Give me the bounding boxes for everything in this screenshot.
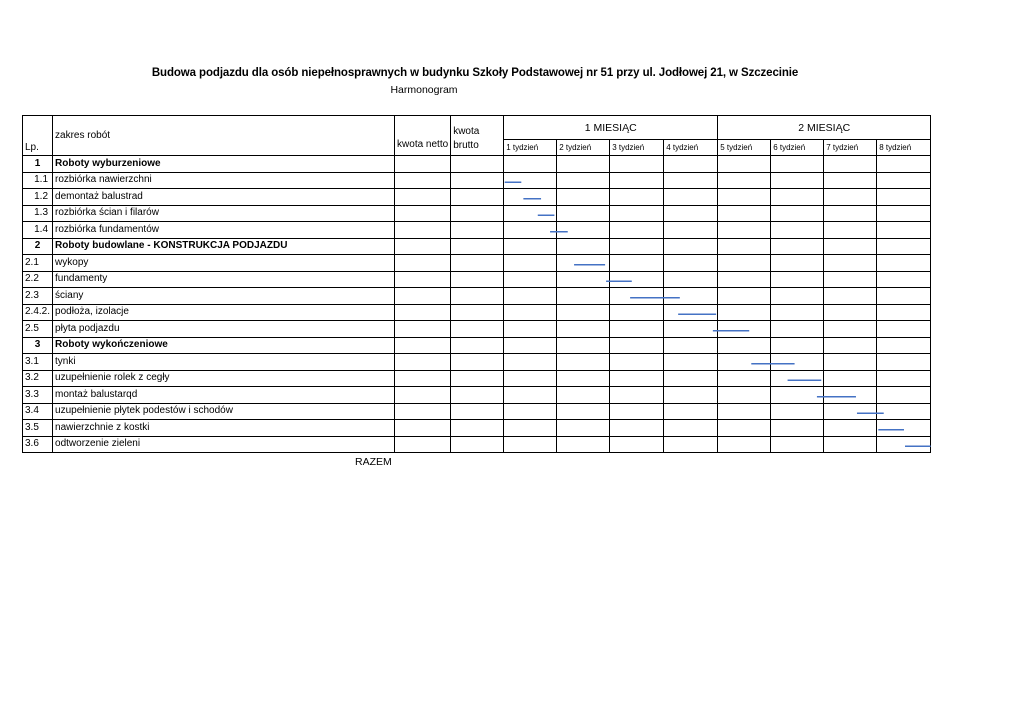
row-net-amount bbox=[395, 304, 451, 321]
row-net-amount bbox=[395, 271, 451, 288]
week-cell bbox=[664, 172, 718, 189]
week-cell bbox=[771, 255, 824, 272]
row-number: 1.2 bbox=[23, 189, 53, 206]
row-net-amount bbox=[395, 238, 451, 255]
week-cell bbox=[877, 205, 931, 222]
week-cell bbox=[664, 189, 718, 206]
week-cell bbox=[877, 189, 931, 206]
row-scope: podłoża, izolacje bbox=[53, 304, 395, 321]
week-header: 7 tydzień bbox=[824, 140, 877, 156]
row-number: 1.1 bbox=[23, 172, 53, 189]
row-number: 3.2 bbox=[23, 370, 53, 387]
week-cell bbox=[557, 255, 610, 272]
row-number: 1 bbox=[23, 156, 53, 173]
task-row bbox=[23, 205, 931, 222]
week-cell bbox=[557, 238, 610, 255]
row-gross-amount bbox=[451, 271, 504, 288]
row-scope: fundamenty bbox=[53, 271, 395, 288]
schedule-table bbox=[22, 115, 931, 453]
week-cell bbox=[557, 436, 610, 453]
row-scope: montaż balustarqd bbox=[53, 387, 395, 404]
week-cell bbox=[610, 205, 664, 222]
week-cell bbox=[504, 205, 557, 222]
week-cell bbox=[824, 222, 877, 239]
row-number: 2.2 bbox=[23, 271, 53, 288]
week-cell bbox=[718, 189, 771, 206]
week-cell bbox=[610, 420, 664, 437]
week-cell bbox=[610, 271, 664, 288]
week-cell bbox=[771, 337, 824, 354]
week-cell bbox=[718, 255, 771, 272]
week-cell bbox=[610, 156, 664, 173]
row-number: 3.3 bbox=[23, 387, 53, 404]
row-net-amount bbox=[395, 420, 451, 437]
week-cell bbox=[771, 436, 824, 453]
week-cell bbox=[824, 189, 877, 206]
week-cell bbox=[504, 321, 557, 338]
week-cell bbox=[877, 304, 931, 321]
week-cell bbox=[877, 255, 931, 272]
row-number: 1.4 bbox=[23, 222, 53, 239]
net-amount-header: kwota netto bbox=[395, 116, 451, 156]
week-cell bbox=[504, 156, 557, 173]
week-cell bbox=[610, 222, 664, 239]
week-cell bbox=[718, 354, 771, 371]
row-scope: odtworzenie zieleni bbox=[53, 436, 395, 453]
row-scope: uzupełnienie rolek z cegły bbox=[53, 370, 395, 387]
scope-header: zakres robót bbox=[53, 116, 395, 156]
week-cell bbox=[610, 387, 664, 404]
week-cell bbox=[504, 255, 557, 272]
week-cell bbox=[771, 271, 824, 288]
row-gross-amount bbox=[451, 321, 504, 338]
week-cell bbox=[824, 205, 877, 222]
week-cell bbox=[824, 354, 877, 371]
week-cell bbox=[664, 321, 718, 338]
week-cell bbox=[718, 222, 771, 239]
week-cell bbox=[610, 370, 664, 387]
row-gross-amount bbox=[451, 337, 504, 354]
week-cell bbox=[771, 354, 824, 371]
week-cell bbox=[504, 436, 557, 453]
row-gross-amount bbox=[451, 156, 504, 173]
row-gross-amount bbox=[451, 387, 504, 404]
week-cell bbox=[504, 238, 557, 255]
week-cell bbox=[557, 403, 610, 420]
row-number: 3.6 bbox=[23, 436, 53, 453]
week-cell bbox=[504, 288, 557, 305]
week-cell bbox=[664, 403, 718, 420]
week-cell bbox=[877, 238, 931, 255]
row-scope: wykopy bbox=[53, 255, 395, 272]
row-net-amount bbox=[395, 403, 451, 420]
week-cell bbox=[771, 172, 824, 189]
row-gross-amount bbox=[451, 436, 504, 453]
week-cell bbox=[664, 370, 718, 387]
week-cell bbox=[504, 387, 557, 404]
week-cell bbox=[824, 156, 877, 173]
week-header: 5 tydzień bbox=[718, 140, 771, 156]
week-cell bbox=[877, 370, 931, 387]
week-cell bbox=[504, 403, 557, 420]
row-gross-amount bbox=[451, 255, 504, 272]
task-row bbox=[23, 403, 931, 420]
row-net-amount bbox=[395, 354, 451, 371]
task-row bbox=[23, 288, 931, 305]
week-cell bbox=[877, 172, 931, 189]
week-cell bbox=[877, 420, 931, 437]
task-row bbox=[23, 354, 931, 371]
week-cell bbox=[877, 321, 931, 338]
row-scope: rozbiórka nawierzchni bbox=[53, 172, 395, 189]
row-scope: płyta podjazdu bbox=[53, 321, 395, 338]
row-number: 2.1 bbox=[23, 255, 53, 272]
week-header: 4 tydzień bbox=[664, 140, 718, 156]
task-row bbox=[23, 321, 931, 338]
week-cell bbox=[824, 238, 877, 255]
document-title: Budowa podjazdu dla osób niepełnosprawnych w budynku Szkoły Podstawowej nr 51 przy ul. Jodłowej 21, w Szczecinie bbox=[151, 67, 799, 79]
row-scope: Roboty wykończeniowe bbox=[53, 337, 395, 354]
week-cell bbox=[824, 436, 877, 453]
week-cell bbox=[664, 387, 718, 404]
week-cell bbox=[718, 436, 771, 453]
week-cell bbox=[610, 288, 664, 305]
week-cell bbox=[610, 189, 664, 206]
week-cell bbox=[824, 420, 877, 437]
row-net-amount bbox=[395, 205, 451, 222]
week-cell bbox=[557, 354, 610, 371]
week-cell bbox=[610, 321, 664, 338]
week-cell bbox=[877, 337, 931, 354]
row-net-amount bbox=[395, 321, 451, 338]
month-1-header: 1 MIESIĄC bbox=[504, 116, 718, 140]
week-cell bbox=[771, 189, 824, 206]
row-scope: uzupełnienie płytek podestów i schodów bbox=[53, 403, 395, 420]
week-header: 6 tydzień bbox=[771, 140, 824, 156]
row-gross-amount bbox=[451, 354, 504, 371]
row-gross-amount bbox=[451, 238, 504, 255]
row-net-amount bbox=[395, 189, 451, 206]
week-cell bbox=[771, 304, 824, 321]
task-row bbox=[23, 271, 931, 288]
week-cell bbox=[504, 354, 557, 371]
week-header: 1 tydzień bbox=[504, 140, 557, 156]
row-gross-amount bbox=[451, 370, 504, 387]
row-net-amount bbox=[395, 222, 451, 239]
week-cell bbox=[504, 271, 557, 288]
week-cell bbox=[610, 403, 664, 420]
week-cell bbox=[664, 436, 718, 453]
week-cell bbox=[718, 370, 771, 387]
week-cell bbox=[718, 156, 771, 173]
week-cell bbox=[718, 337, 771, 354]
week-cell bbox=[824, 337, 877, 354]
week-cell bbox=[610, 354, 664, 371]
row-number: 3.4 bbox=[23, 403, 53, 420]
week-cell bbox=[557, 337, 610, 354]
row-number: 3 bbox=[23, 337, 53, 354]
week-cell bbox=[610, 337, 664, 354]
week-header: 8 tydzień bbox=[877, 140, 931, 156]
row-number: 3.1 bbox=[23, 354, 53, 371]
week-cell bbox=[557, 222, 610, 239]
week-cell bbox=[771, 370, 824, 387]
week-cell bbox=[771, 387, 824, 404]
week-cell bbox=[664, 238, 718, 255]
week-cell bbox=[557, 189, 610, 206]
week-cell bbox=[557, 387, 610, 404]
row-gross-amount bbox=[451, 288, 504, 305]
task-row bbox=[23, 387, 931, 404]
week-cell bbox=[718, 172, 771, 189]
week-cell bbox=[824, 321, 877, 338]
section-row bbox=[23, 337, 931, 354]
week-cell bbox=[877, 156, 931, 173]
row-net-amount bbox=[395, 370, 451, 387]
gross-header-line2: brutto bbox=[453, 140, 479, 151]
total-label: RAZEM bbox=[355, 456, 392, 468]
row-number: 2.4.2. bbox=[23, 304, 53, 321]
week-cell bbox=[718, 321, 771, 338]
week-cell bbox=[824, 255, 877, 272]
week-cell bbox=[504, 189, 557, 206]
row-gross-amount bbox=[451, 222, 504, 239]
gross-amount-header bbox=[451, 116, 504, 156]
week-cell bbox=[664, 337, 718, 354]
row-gross-amount bbox=[451, 189, 504, 206]
week-cell bbox=[664, 304, 718, 321]
row-net-amount bbox=[395, 172, 451, 189]
lp-header: Lp. bbox=[23, 116, 53, 156]
week-cell bbox=[718, 288, 771, 305]
row-net-amount bbox=[395, 387, 451, 404]
week-cell bbox=[610, 436, 664, 453]
week-cell bbox=[504, 337, 557, 354]
week-cell bbox=[504, 172, 557, 189]
row-number: 3.5 bbox=[23, 420, 53, 437]
task-row bbox=[23, 304, 931, 321]
section-row bbox=[23, 238, 931, 255]
week-cell bbox=[718, 420, 771, 437]
week-cell bbox=[504, 420, 557, 437]
week-cell bbox=[824, 403, 877, 420]
week-cell bbox=[664, 222, 718, 239]
week-cell bbox=[877, 288, 931, 305]
week-cell bbox=[557, 370, 610, 387]
row-gross-amount bbox=[451, 205, 504, 222]
week-cell bbox=[771, 288, 824, 305]
row-number: 1.3 bbox=[23, 205, 53, 222]
row-scope: rozbiórka fundamentów bbox=[53, 222, 395, 239]
week-cell bbox=[877, 387, 931, 404]
week-cell bbox=[718, 304, 771, 321]
row-scope: nawierzchnie z kostki bbox=[53, 420, 395, 437]
week-cell bbox=[557, 321, 610, 338]
week-cell bbox=[504, 370, 557, 387]
gross-header-line1: kwota bbox=[453, 126, 480, 137]
week-cell bbox=[557, 205, 610, 222]
week-cell bbox=[664, 288, 718, 305]
week-cell bbox=[557, 271, 610, 288]
week-cell bbox=[877, 436, 931, 453]
week-cell bbox=[824, 172, 877, 189]
week-cell bbox=[824, 304, 877, 321]
row-scope: Roboty budowlane - KONSTRUKCJA PODJAZDU bbox=[53, 238, 395, 255]
week-cell bbox=[824, 288, 877, 305]
week-cell bbox=[824, 271, 877, 288]
week-cell bbox=[824, 370, 877, 387]
week-cell bbox=[877, 271, 931, 288]
row-gross-amount bbox=[451, 420, 504, 437]
week-cell bbox=[504, 222, 557, 239]
week-cell bbox=[664, 255, 718, 272]
row-gross-amount bbox=[451, 403, 504, 420]
week-cell bbox=[771, 205, 824, 222]
row-gross-amount bbox=[451, 304, 504, 321]
week-cell bbox=[771, 321, 824, 338]
row-scope: rozbiórka ścian i filarów bbox=[53, 205, 395, 222]
week-cell bbox=[718, 271, 771, 288]
week-cell bbox=[557, 304, 610, 321]
header-row-months bbox=[23, 116, 931, 140]
week-cell bbox=[771, 156, 824, 173]
week-cell bbox=[771, 403, 824, 420]
week-cell bbox=[610, 172, 664, 189]
row-number: 2.3 bbox=[23, 288, 53, 305]
row-net-amount bbox=[395, 288, 451, 305]
month-2-header: 2 MIESIĄC bbox=[718, 116, 931, 140]
row-net-amount bbox=[395, 156, 451, 173]
week-cell bbox=[664, 354, 718, 371]
week-cell bbox=[557, 156, 610, 173]
week-header: 3 tydzień bbox=[610, 140, 664, 156]
week-cell bbox=[718, 403, 771, 420]
week-cell bbox=[610, 304, 664, 321]
week-cell bbox=[824, 387, 877, 404]
week-cell bbox=[718, 387, 771, 404]
task-row bbox=[23, 189, 931, 206]
week-cell bbox=[664, 420, 718, 437]
week-cell bbox=[610, 238, 664, 255]
row-number: 2.5 bbox=[23, 321, 53, 338]
week-cell bbox=[718, 205, 771, 222]
row-scope: tynki bbox=[53, 354, 395, 371]
row-gross-amount bbox=[451, 172, 504, 189]
week-header: 2 tydzień bbox=[557, 140, 610, 156]
week-cell bbox=[771, 420, 824, 437]
week-cell bbox=[610, 255, 664, 272]
section-row bbox=[23, 156, 931, 173]
week-cell bbox=[877, 403, 931, 420]
week-cell bbox=[557, 172, 610, 189]
week-cell bbox=[664, 271, 718, 288]
task-row bbox=[23, 370, 931, 387]
task-row bbox=[23, 172, 931, 189]
row-net-amount bbox=[395, 337, 451, 354]
week-cell bbox=[557, 288, 610, 305]
week-cell bbox=[877, 354, 931, 371]
task-row bbox=[23, 255, 931, 272]
row-scope: ściany bbox=[53, 288, 395, 305]
week-cell bbox=[718, 238, 771, 255]
row-number: 2 bbox=[23, 238, 53, 255]
row-scope: demontaż balustrad bbox=[53, 189, 395, 206]
week-cell bbox=[771, 222, 824, 239]
row-net-amount bbox=[395, 436, 451, 453]
week-cell bbox=[557, 420, 610, 437]
row-scope: Roboty wyburzeniowe bbox=[53, 156, 395, 173]
row-net-amount bbox=[395, 255, 451, 272]
task-row bbox=[23, 436, 931, 453]
week-cell bbox=[877, 222, 931, 239]
week-cell bbox=[771, 238, 824, 255]
task-row bbox=[23, 222, 931, 239]
week-cell bbox=[504, 304, 557, 321]
document-subtitle: Harmonogram bbox=[390, 84, 458, 96]
task-row bbox=[23, 420, 931, 437]
week-cell bbox=[664, 205, 718, 222]
week-cell bbox=[664, 156, 718, 173]
